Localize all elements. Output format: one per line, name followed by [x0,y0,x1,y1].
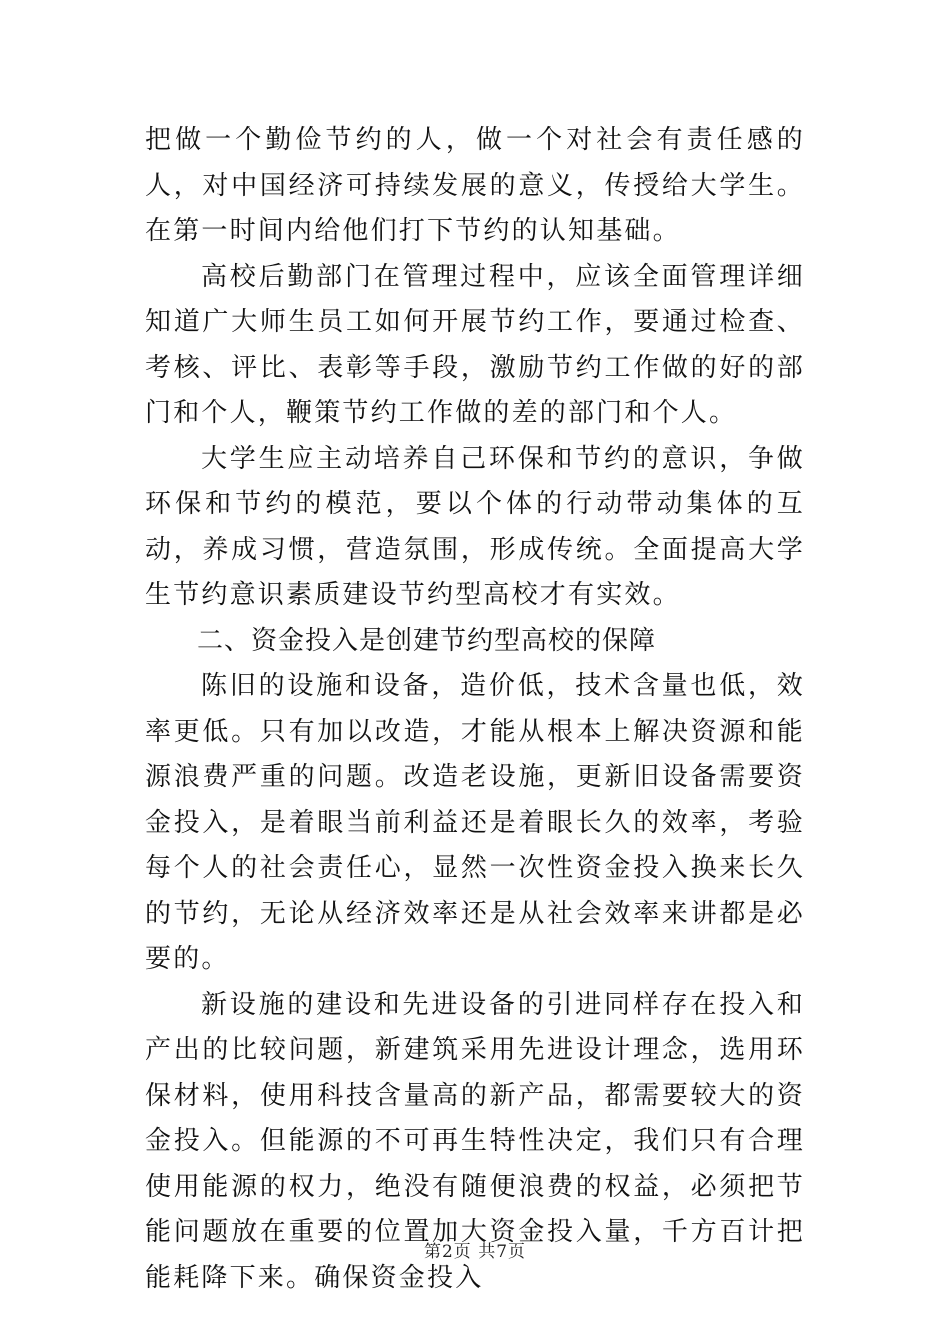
page-number-footer: 第2页 共7页 [423,1242,527,1262]
paragraph-3: 大学生应主动培养自己环保和节约的意识，争做环保和节约的模范，要以个体的行动带动集体的互动，养成习惯，营造氛围，形成传统。全面提高大学生节约意识素质建设节约型高校才有实效。 [145,443,805,610]
paragraph-2: 高校后勤部门在管理过程中，应该全面管理详细知道广大师生员工如何开展节约工作，要通过检查、考核、评比、表彰等手段，激励节约工作做的好的部门和个人，鞭策节约工作做的差的部门和个人。 [145,261,805,428]
paragraph-4: 陈旧的设施和设备，造价低，技术含量也低，效率更低。只有加以改造，才能从根本上解决资源和能源浪费严重的问题。改造老设施，更新旧设备需要资金投入，是着眼当前利益还是着眼长久的效率，考验每个人的社会责任心，显然一次性资金投入换来长久的节约，无论从经济效率还是从社会效率来讲都是必要的。 [145,671,805,974]
document-body [145,118,805,1301]
paragraph-5: 新设施的建设和先进设备的引进同样存在投入和产出的比较问题，新建筑采用先进设计理念，选用环保材料，使用科技含量高的新产品，都需要较大的资金投入。但能源的不可再生特性决定，我们只有合理使用能源的权力，绝没有随便浪费的权益，必须把节能问题放在重要的位置加大资金投入量，千方百计把能耗降下来。确保资金投入 [145,989,805,1293]
section-heading: 二、资金投入是创建节约型高校的保障 [197,625,657,656]
paragraph-1: 把做一个勤俭节约的人，做一个对社会有责任感的人，对中国经济可持续发展的意义，传授给大学生。在第一时间内给他们打下节约的认知基础。 [145,125,805,246]
